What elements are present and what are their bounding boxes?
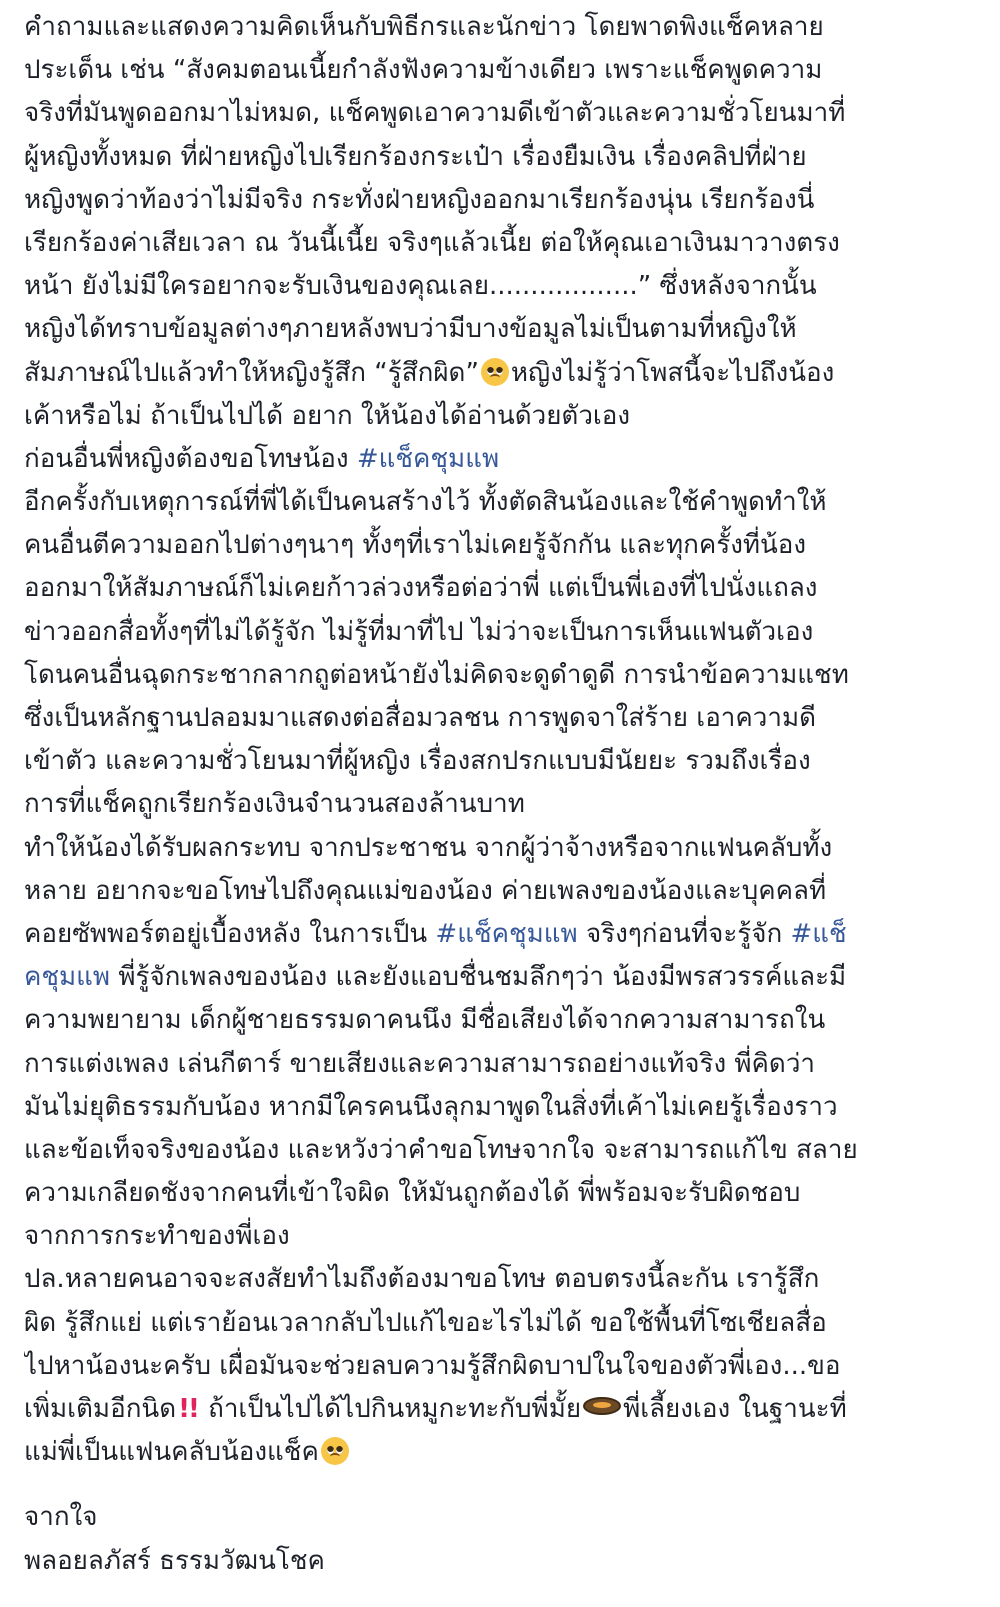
post-text: พี่เลี้ยงเอง ในฐานะที่ — [623, 1394, 847, 1424]
post-line: ความเกลียดชังจากคนที่เข้าใจผิด ให้มันถูกต้องได้ พี่พร้อมจะรับผิดชอบ — [24, 1178, 801, 1209]
post-line: หญิงพูดว่าท้องว่าไม่มีจริง กระทั่งฝ่ายหญิงออกมาเรียกร้องนุ่น เรียกร้องนี่ — [24, 184, 815, 215]
post-line: และข้อเท็จจริงของน้อง และหวังว่าคำขอโทษจากใจ จะสามารถแก้ไข สลาย — [24, 1134, 858, 1165]
post-line — [24, 1431, 984, 1474]
hashtag-link[interactable]: #แช็คชุมแพ — [356, 443, 500, 474]
post-line: จากการกระทำของพี่เอง — [24, 1221, 290, 1252]
hashtag-link[interactable]: #แช็คชุมแพ — [435, 918, 578, 949]
post-line — [24, 438, 984, 481]
post-line: ข่าวออกสื่อทั้งๆที่ไม่ได้รู้จัก ไม่รู้ที่มาที่ไป ไม่ว่าจะเป็นการเห็นแฟนตัวเอง — [24, 616, 814, 647]
post-line: ความพยายาม เด็กผู้ชายธรรมดาคนนึง มีชื่อเสียงได้จากความสามารถใน — [24, 1005, 826, 1036]
post-line — [24, 913, 984, 956]
paragraph-gap — [24, 1474, 984, 1496]
post-line: ไปหาน้องนะครับ เผื่อมันจะช่วยลบความรู้สึกผิดบาปในใจของตัวพี่เอง...ขอ — [24, 1350, 841, 1381]
post-line — [24, 1388, 984, 1431]
hashtag-link[interactable]: คชุมแพ — [24, 962, 111, 993]
post-line: ปล.หลายคนอาจจะสงสัยทำไมถึงต้องมาขอโทษ ตอบตรงนี้ละกัน เรารู้สึก — [24, 1264, 820, 1295]
post-text: เพิ่มเติมอีกนิด — [24, 1394, 177, 1424]
post-text: พี่รู้จักเพลงของน้อง และยังแอบชื่นชมลึกๆว่า น้องมีพรสวรรค์และมี — [110, 962, 847, 993]
post-line: หน้า ยังไม่มีใครอยากจะรับเงินของคุณเลย..................” ซึ่งหลังจากนั้น — [24, 271, 817, 302]
post-line: เข้าตัว และความชั่วโยนมาที่ผู้หญิง เรื่องสกปรกแบบมีนัยยะ รวมถึงเรื่อง — [24, 746, 811, 777]
post-body — [24, 6, 984, 1583]
post-text: สัมภาษณ์ไปแล้วทำให้หญิงรู้สึก “รู้สึกผิด” — [24, 357, 479, 388]
shallow-pan-of-food-icon — [583, 1397, 621, 1415]
post-line: การแต่งเพลง เล่นกีตาร์ ขายเสียงและความสามารถอย่างแท้จริง พี่คิดว่า — [24, 1048, 816, 1079]
double-exclamation-icon: !! — [178, 1394, 198, 1424]
post-line: เรียกร้องค่าเสียเวลา ณ วันนี้เนี้ย จริงๆแล้วเนี้ย ต่อให้คุณเอาเงินมาวางตรง — [24, 227, 840, 258]
signature-from: จากใจ — [24, 1502, 98, 1533]
post-line: ออกมาให้สัมภาษณ์ก็ไม่เคยก้าวล่วงหรือต่อว่าพี่ แต่เป็นพี่เองที่ไปนั่งแถลง — [24, 573, 818, 604]
post-line: ผู้หญิงทั้งหมด ที่ฝ่ายหญิงไปเรียกร้องกระเป๋า เรื่องยืมเงิน เรื่องคลิปที่ฝ่าย — [24, 141, 807, 172]
pleading-face-icon — [321, 1437, 349, 1465]
signature-name: พลอยลภัสร์ ธรรมวัฒนโชค — [24, 1545, 325, 1576]
post-line: ประเด็น เช่น “สังคมตอนเนี้ยกำลังฟังความข้างเดียว เพราะแช็คพูดความ — [24, 55, 823, 86]
post-text: ก่อนอื่นพี่หญิงต้องขอโทษน้อง — [24, 443, 357, 474]
post-text: คอยซัพพอร์ตอยู่เบื้องหลัง ในการเป็น — [24, 918, 436, 949]
hashtag-link[interactable]: #แช็ — [790, 918, 847, 949]
post-line: หญิงได้ทราบข้อมูลต่างๆภายหลังพบว่ามีบางข้อมูลไม่เป็นตามที่หญิงให้ — [24, 314, 797, 345]
post-line: การที่แช็คถูกเรียกร้องเงินจำนวนสองล้านบาท — [24, 789, 525, 820]
pleading-face-icon — [481, 358, 509, 386]
post-line: คนอื่นตีความออกไปต่างๆนาๆ ทั้งๆที่เราไม่เคยรู้จักกัน และทุกครั้งที่น้อง — [24, 530, 807, 561]
post-line: ผิด รู้สึกแย่ แต่เราย้อนเวลากลับไปแก้ไขอะไรไม่ได้ ขอใช้พื้นที่โซเชียลสื่อ — [24, 1307, 827, 1338]
post-line — [24, 352, 984, 395]
post-line: ทำให้น้องได้รับผลกระทบ จากประชาชน จากผู้ว่าจ้างหรือจากแฟนคลับทั้ง — [24, 832, 833, 863]
post-line: จริงที่มันพูดออกมาไม่หมด, แช็คพูดเอาความดีเข้าตัวและความชั่วโยนมาที่ — [24, 98, 846, 129]
post-text: หญิงไม่รู้ว่าโพสนี้จะไปถึงน้อง — [510, 357, 835, 388]
post-line: คำถามและแสดงความคิดเห็นกับพิธีกรและนักข่าว โดยพาดพิงแช็คหลาย — [24, 12, 824, 42]
post-line: ซึ่งเป็นหลักฐานปลอมมาแสดงต่อสื่อมวลชน การพูดจาใส่ร้าย เอาความดี — [24, 703, 817, 733]
post-line: โดนคนอื่นฉุดกระชากลากถูต่อหน้ายังไม่คิดจะดูดำดูดี การนำข้อความแชท — [24, 659, 849, 690]
post-line — [24, 956, 984, 999]
post-text: แม่พี่เป็นแฟนคลับน้องแช็ค — [24, 1437, 319, 1468]
post-text: ถ้าเป็นไปได้ไปกินหมูกะทะกับพี่มั้ย — [199, 1394, 582, 1424]
post-line: หลาย อยากจะขอโทษไปถึงคุณแม่ของน้อง ค่ายเพลงของน้องและบุคคลที่ — [24, 875, 827, 906]
post-line: มันไม่ยุติธรรมกับน้อง หากมีใครคนนึงลุกมาพูดในสิ่งที่เค้าไม่เคยรู้เรื่องราว — [24, 1091, 838, 1122]
post-line: อีกครั้งกับเหตุการณ์ที่พี่ได้เป็นคนสร้างไว้ ทั้งตัดสินน้องและใช้คำพูดทำให้ — [24, 487, 827, 518]
post-line: เค้าหรือไม่ ถ้าเป็นไปได้ อยาก ให้น้องได้อ่านด้วยตัวเอง — [24, 400, 631, 431]
post-text: จริงๆก่อนที่จะรู้จัก — [577, 918, 791, 949]
